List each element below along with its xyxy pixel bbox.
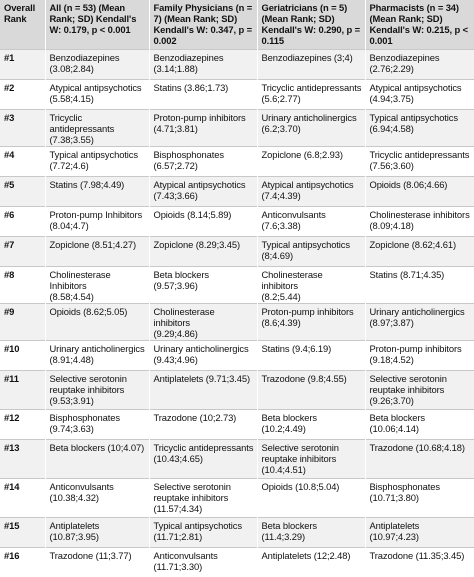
pharmacists-cell: Statins (8.71;4.35) [365, 267, 474, 304]
all-cell: Antiplatelets (10.87;3.95) [45, 518, 149, 548]
pharmacists-cell: Zopiclone (8.62;4.61) [365, 237, 474, 267]
pharmacists-cell: Typical antipsychotics (6.94;4.58) [365, 110, 474, 147]
rank-cell: #8 [0, 267, 45, 304]
pharmacists-cell: Benzodiazepines (2.76;2.29) [365, 50, 474, 80]
table-row [0, 267, 474, 304]
family-physicians-cell: Statins (3.86;1.73) [149, 80, 257, 110]
table-body [0, 50, 474, 577]
rank-cell: #3 [0, 110, 45, 147]
pharmacists-cell: Atypical antipsychotics (4.94;3.75) [365, 80, 474, 110]
table-row [0, 50, 474, 80]
rank-cell: #6 [0, 207, 45, 237]
family-physicians-cell: Beta blockers (9.57;3.96) [149, 267, 257, 304]
geriatricians-cell: Statins (9.4;6.19) [257, 341, 365, 371]
rank-cell: #12 [0, 410, 45, 440]
header-pharmacists: Pharmacists (n = 34) (Mean Rank; SD) Kendall's W: 0.215, p < 0.001 [365, 0, 474, 50]
family-physicians-cell: Trazodone (10;2.73) [149, 410, 257, 440]
all-cell: Statins (7.98;4.49) [45, 177, 149, 207]
table-row [0, 518, 474, 548]
all-cell: Cholinesterase Inhibitors (8.58;4.54) [45, 267, 149, 304]
table-row [0, 548, 474, 577]
all-cell: Tricyclic antidepressants (7.38;3.55) [45, 110, 149, 147]
geriatricians-cell: Beta blockers (10.2;4.49) [257, 410, 365, 440]
geriatricians-cell: Proton-pump inhibitors (8.6;4.39) [257, 304, 365, 341]
geriatricians-cell: Beta blockers (11.4;3.29) [257, 518, 365, 548]
rank-cell: #1 [0, 50, 45, 80]
rank-cell: #13 [0, 440, 45, 479]
family-physicians-cell: Anticonvulsants (11.71;3.30) [149, 548, 257, 577]
rank-cell: #2 [0, 80, 45, 110]
pharmacists-cell: Proton-pump inhibitors (9.18;4.52) [365, 341, 474, 371]
geriatricians-cell: Atypical antipsychotics (7.4;4.39) [257, 177, 365, 207]
header-family-physicians: Family Physicians (n = 7) (Mean Rank; SD) Kendall's W: 0.347, p = 0.002 [149, 0, 257, 50]
all-cell: Benzodiazepines (3.08;2.84) [45, 50, 149, 80]
geriatricians-cell: Antiplatelets (12;2.48) [257, 548, 365, 577]
pharmacists-cell: Selective serotonin reuptake inhibitors (9.26;3.70) [365, 371, 474, 410]
header-all: All (n = 53) (Mean Rank; SD) Kendall's W: 0.179, p < 0.001 [45, 0, 149, 50]
family-physicians-cell: Selective serotonin reuptake inhibitors (11.57;4.34) [149, 479, 257, 518]
all-cell: Urinary anticholinergics (8.91;4.48) [45, 341, 149, 371]
family-physicians-cell: Cholinesterase inhibitors (9.29;4.86) [149, 304, 257, 341]
geriatricians-cell: Anticonvulsants (7.6;3.38) [257, 207, 365, 237]
family-physicians-cell: Benzodiazepines (3.14;1.88) [149, 50, 257, 80]
rank-cell: #15 [0, 518, 45, 548]
pharmacists-cell: Antiplatelets (10.97;4.23) [365, 518, 474, 548]
all-cell: Zopiclone (8.51;4.27) [45, 237, 149, 267]
geriatricians-cell: Urinary anticholinergics (6.2;3.70) [257, 110, 365, 147]
table-row [0, 341, 474, 371]
geriatricians-cell: Cholinesterase inhibitors (8.2;5.44) [257, 267, 365, 304]
table-row [0, 440, 474, 479]
rank-cell: #11 [0, 371, 45, 410]
all-cell: Trazodone (11;3.77) [45, 548, 149, 577]
pharmacists-cell: Tricyclic antidepressants (7.56;3.60) [365, 147, 474, 177]
geriatricians-cell: Selective serotonin reuptake inhibitors (10.4;4.51) [257, 440, 365, 479]
geriatricians-cell: Typical antipsychotics (8;4.69) [257, 237, 365, 267]
table-row [0, 410, 474, 440]
pharmacists-cell: Trazodone (11.35;3.45) [365, 548, 474, 577]
family-physicians-cell: Typical antipsychotics (11.71;2.81) [149, 518, 257, 548]
all-cell: Atypical antipsychotics (5.58;4.15) [45, 80, 149, 110]
pharmacists-cell: Opioids (8.06;4.66) [365, 177, 474, 207]
all-cell: Beta blockers (10;4.07) [45, 440, 149, 479]
rank-cell: #4 [0, 147, 45, 177]
family-physicians-cell: Antiplatelets (9.71;3.45) [149, 371, 257, 410]
family-physicians-cell: Zopiclone (8.29;3.45) [149, 237, 257, 267]
table-header-row [0, 0, 474, 50]
geriatricians-cell: Tricyclic antidepressants (5.6;2.77) [257, 80, 365, 110]
pharmacists-cell: Beta blockers (10.06;4.14) [365, 410, 474, 440]
table-row [0, 80, 474, 110]
rank-cell: #5 [0, 177, 45, 207]
table-row [0, 371, 474, 410]
all-cell: Proton-pump Inhibitors (8.04;4.7) [45, 207, 149, 237]
rank-cell: #14 [0, 479, 45, 518]
table-row [0, 207, 474, 237]
pharmacists-cell: Bisphosphonates (10.71;3.80) [365, 479, 474, 518]
rank-cell: #7 [0, 237, 45, 267]
pharmacists-cell: Trazodone (10.68;4.18) [365, 440, 474, 479]
family-physicians-cell: Opioids (8.14;5.89) [149, 207, 257, 237]
all-cell: Bisphosphonates (9.74;3.63) [45, 410, 149, 440]
family-physicians-cell: Urinary anticholinergics (9.43;4.96) [149, 341, 257, 371]
all-cell: Anticonvulsants (10.38;4.32) [45, 479, 149, 518]
family-physicians-cell: Proton-pump inhibitors (4.71;3.81) [149, 110, 257, 147]
pharmacists-cell: Urinary anticholinergics (8.97;3.87) [365, 304, 474, 341]
table-row [0, 110, 474, 147]
family-physicians-cell: Tricyclic antidepressants (10.43;4.65) [149, 440, 257, 479]
table-row [0, 147, 474, 177]
table-row [0, 177, 474, 207]
all-cell: Typical antipsychotics (7.72;4.6) [45, 147, 149, 177]
rank-cell: #10 [0, 341, 45, 371]
rank-cell: #16 [0, 548, 45, 577]
table-row [0, 479, 474, 518]
family-physicians-cell: Atypical antipsychotics (7.43;3.66) [149, 177, 257, 207]
geriatricians-cell: Trazodone (9.8;4.55) [257, 371, 365, 410]
table-row [0, 304, 474, 341]
table-row [0, 237, 474, 267]
family-physicians-cell: Bisphosphonates (6.57;2.72) [149, 147, 257, 177]
all-cell: Selective serotonin reuptake inhibitors (9.53;3.91) [45, 371, 149, 410]
all-cell: Opioids (8.62;5.05) [45, 304, 149, 341]
header-overall-rank: Overall Rank [0, 0, 45, 50]
geriatricians-cell: Benzodiazepines (3;4) [257, 50, 365, 80]
geriatricians-cell: Zopiclone (6.8;2.93) [257, 147, 365, 177]
header-geriatricians: Geriatricians (n = 5) (Mean Rank; SD) Kendall's W: 0.290, p = 0.115 [257, 0, 365, 50]
geriatricians-cell: Opioids (10.8;5.04) [257, 479, 365, 518]
rank-cell: #9 [0, 304, 45, 341]
pharmacists-cell: Cholinesterase inhibitors (8.09;4.18) [365, 207, 474, 237]
